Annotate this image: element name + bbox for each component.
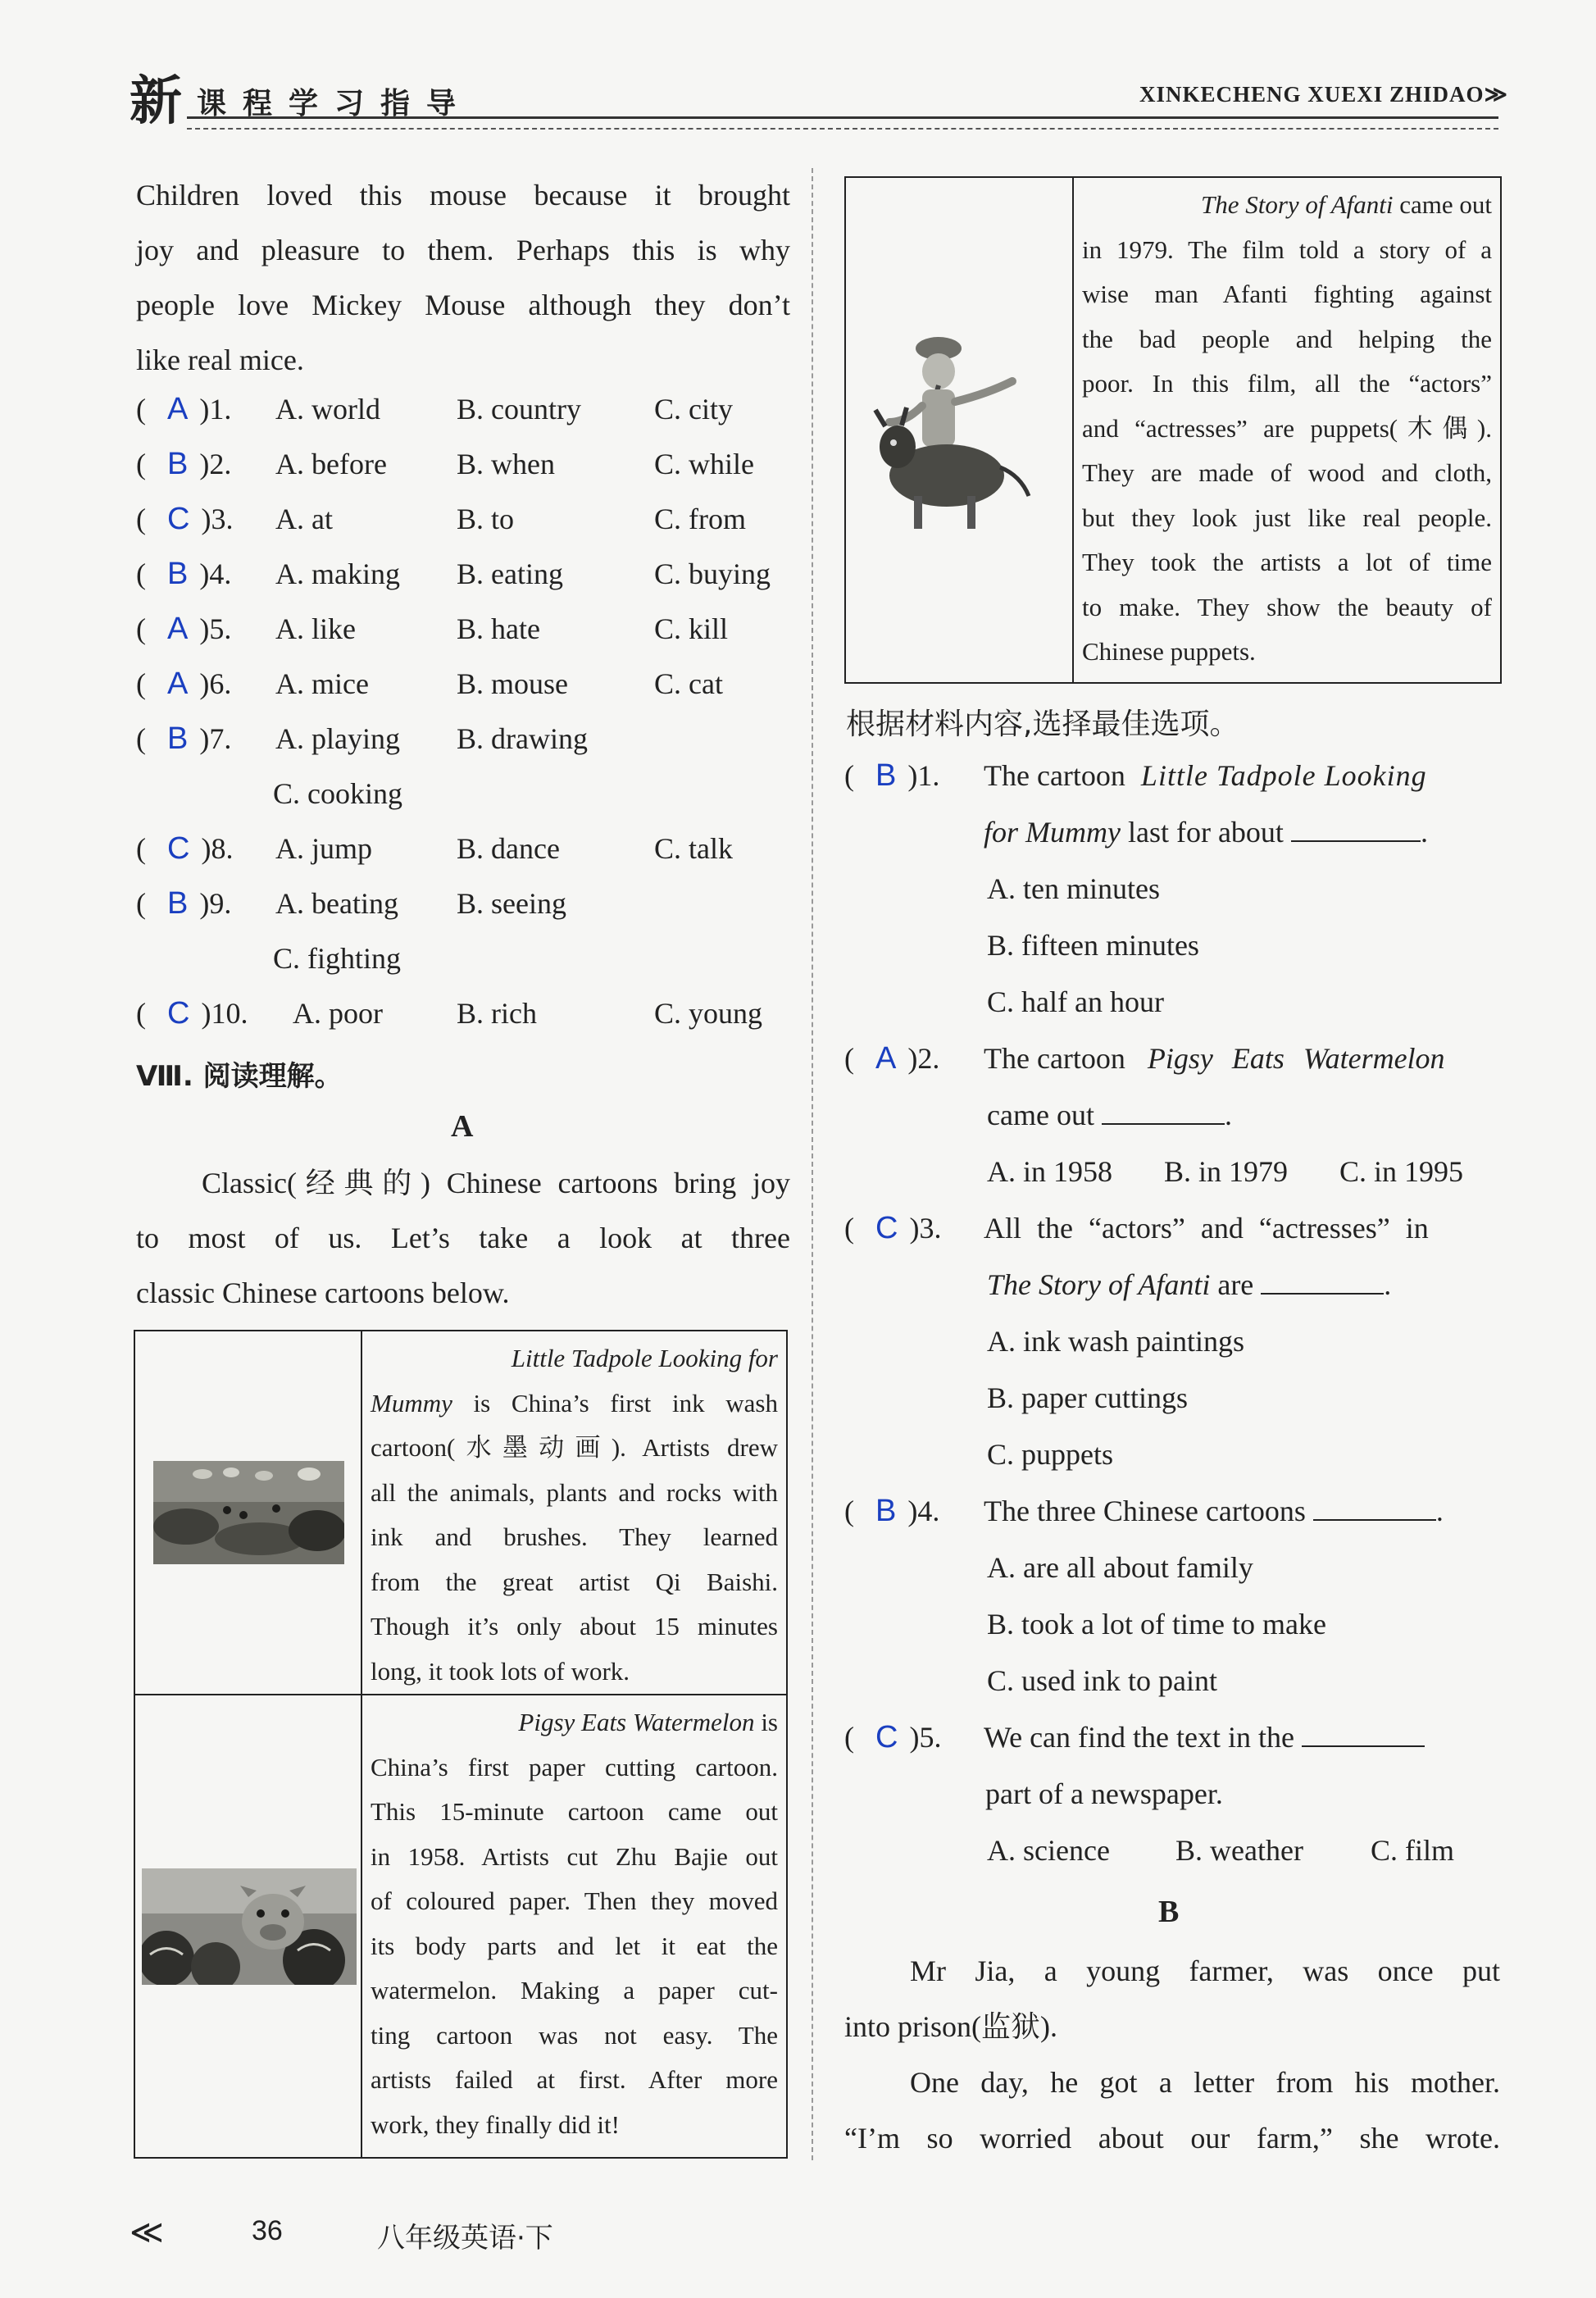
text-line: classic Chinese cartoons below. (136, 1276, 510, 1309)
paren: ( (136, 832, 146, 865)
q4-option-c: C. used ink to paint (987, 1664, 1217, 1697)
passage-b (844, 1943, 1500, 2166)
answer-mark: A (167, 667, 189, 701)
answer-mark: B (167, 557, 189, 591)
option-b: B. when (457, 448, 555, 480)
question-number: )3. (201, 503, 234, 535)
cloze-item-3 (136, 502, 233, 537)
answer-blank (1302, 1721, 1425, 1747)
q5-option-b: B. weather (1175, 1834, 1303, 1867)
period: . (1224, 1099, 1232, 1131)
q5-option-a: A. science (987, 1834, 1110, 1867)
option-b: B. drawing (457, 722, 588, 755)
text-line: watermelon. Making a paper cut- (371, 1976, 778, 2004)
cloze-item-8 (136, 831, 233, 867)
text-line: This 15-minute cartoon came out (371, 1797, 778, 1826)
cloze-item-2 (136, 447, 231, 482)
text-line: wise man Afanti fighting against (1082, 280, 1492, 308)
paren: ( (136, 448, 146, 480)
answer-blank (1261, 1268, 1384, 1295)
cloze-item-9 (136, 886, 231, 921)
text-line: poor. In this film, all the “actors” (1082, 369, 1492, 398)
text-line: artists failed at first. After more (371, 2065, 778, 2094)
cartoon-title: The Story of Afanti (987, 1268, 1211, 1301)
option-c: C. young (654, 997, 763, 1030)
text-line: the bad people and helping the (1082, 324, 1492, 353)
cartoon1-title-line1: Little Tadpole Looking for (511, 1344, 778, 1372)
question-number: )6. (199, 667, 232, 700)
question-number: )4. (199, 557, 232, 590)
question-number: )1. (199, 393, 232, 425)
option-c: C. cooking (273, 777, 402, 810)
text-line: ting cartoon was not easy. The (371, 2020, 778, 2050)
stem-text: came out (987, 1099, 1094, 1131)
question-number: )7. (199, 722, 232, 755)
answer-mark: C (167, 831, 190, 866)
option-b: B. rich (457, 997, 537, 1030)
question-number: )1. (907, 759, 940, 792)
option-c: C. kill (654, 612, 729, 645)
reading-q1 (844, 758, 939, 794)
question-number: )10. (201, 997, 248, 1030)
text-line: its body parts and let it eat the (371, 1931, 778, 1960)
cartoon2-title: Pigsy Eats Watermelon (518, 1708, 755, 1736)
text-line: joy and pleasure to them. Perhaps this is why (136, 234, 790, 266)
text-line: people love Mickey Mouse although they don’t (136, 289, 790, 321)
q5-option-c: C. film (1371, 1834, 1455, 1867)
stem-text: The cartoon (984, 1042, 1133, 1075)
text-line: in 1958. Artists cut Zhu Bajie out (371, 1841, 778, 1871)
logo-character: 新 (130, 71, 182, 132)
reading-q3 (844, 1211, 941, 1246)
answer-mark: A (167, 612, 189, 646)
answer-mark: C (875, 1211, 898, 1245)
answer-mark: B (875, 758, 897, 793)
text-line: They took the artists a lot of time (1082, 548, 1492, 576)
option-b: B. hate (457, 612, 540, 645)
text-line: but they look just like real people. (1082, 503, 1492, 532)
question-number: )8. (201, 832, 234, 865)
q2-stem-line2 (987, 1098, 1232, 1132)
answer-blank (1291, 816, 1421, 842)
stem-text: last for about (1120, 816, 1284, 849)
cloze-item-1 (136, 392, 231, 427)
text-line: Classic(经典的) Chinese cartoons bring joy (202, 1167, 790, 1199)
option-a: A. poor (293, 997, 383, 1030)
option-b: B. seeing (457, 887, 566, 920)
q2-option-c: C. in 1995 (1339, 1155, 1464, 1188)
cartoon3-image-cell (845, 177, 1073, 683)
text-line: like real mice. (136, 344, 304, 376)
option-c: C. while (654, 448, 754, 480)
cartoon-title: Pigsy Eats Watermelon (1147, 1042, 1445, 1075)
text-line: They are made of wood and cloth, (1082, 458, 1492, 487)
reading-q2 (844, 1041, 939, 1076)
answer-mark: A (875, 1041, 897, 1076)
answer-mark: C (875, 1720, 898, 1754)
q3-option-b: B. paper cuttings (987, 1381, 1188, 1414)
text-line: “I’m so worried about our farm,” she wrote. (844, 2122, 1500, 2155)
cloze-item-4 (136, 557, 231, 592)
intro-a-paragraph (136, 1156, 790, 1321)
q4-stem (984, 1494, 1444, 1528)
double-chevron-icon: ≫ (1484, 82, 1508, 107)
section-heading: Ⅷ. 阅读理解。 (136, 1060, 343, 1093)
paren: ( (136, 667, 146, 700)
q4-option-b: B. took a lot of time to make (987, 1608, 1326, 1640)
option-c: C. cat (654, 667, 723, 700)
option-a: A. mice (275, 667, 369, 700)
passage-letter-a: A (451, 1109, 474, 1144)
text-line: ink and brushes. They learned (371, 1522, 778, 1551)
text-line: to most of us. Let’s take a look at three (136, 1222, 790, 1254)
option-b: B. dance (457, 832, 560, 865)
intro-paragraph (136, 168, 790, 388)
paren: ( (844, 1495, 854, 1527)
text-line: cartoon(水墨动画). Artists drew (371, 1433, 778, 1462)
option-c: C. talk (654, 832, 733, 865)
option-c: C. from (654, 503, 746, 535)
text-line: of coloured paper. Then they moved (371, 1886, 778, 1915)
cartoon1-text-cell (361, 1331, 787, 1695)
text-line: Mr Jia, a young farmer, was once put (910, 1954, 1500, 1987)
cloze-item-10 (136, 996, 248, 1031)
afanti-puppet-image (869, 324, 1049, 537)
passage-letter-b: B (1158, 1895, 1180, 1929)
book-title: 八年级英语·下 (377, 2222, 553, 2255)
q1-stem (984, 758, 1427, 793)
header-rule (187, 116, 1498, 119)
q1-option-a: A. ten minutes (987, 872, 1160, 905)
cartoon2-text-cell (361, 1695, 787, 2158)
cloze-item-7 (136, 721, 231, 757)
stem-text: The cartoon (984, 759, 1133, 792)
period: . (1435, 1495, 1444, 1527)
cartoon2-description (362, 1695, 786, 2147)
q3-stem: All the “actors” and “actresses” in (984, 1212, 1429, 1245)
text-line: Chinese puppets. (1082, 637, 1256, 666)
paren: ( (844, 1212, 854, 1245)
cartoon3-description (1074, 178, 1500, 675)
paren: ( (136, 393, 146, 425)
answer-mark: C (167, 502, 190, 536)
cartoon1-title-line2: Mummy (371, 1388, 452, 1417)
paren: ( (844, 1042, 854, 1075)
option-c: C. buying (654, 557, 771, 590)
paren: ( (844, 759, 854, 792)
option-a: A. beating (275, 887, 398, 920)
cartoon-title: Little Tadpole Looking (1140, 759, 1427, 792)
q2-option-b: B. in 1979 (1164, 1155, 1289, 1188)
text-line: is China’s first ink wash (452, 1388, 778, 1417)
answer-blank (1313, 1495, 1436, 1521)
text-line: in 1979. The film told a story of a (1082, 234, 1492, 264)
cartoon3-title: The Story of Afanti (1200, 190, 1394, 219)
option-a: A. world (275, 393, 380, 425)
paren: ( (136, 612, 146, 645)
cartoon-table-right (844, 176, 1502, 684)
header-pinyin-text: XINKECHENG XUEXI ZHIDAO (1139, 82, 1485, 107)
q2-stem (984, 1041, 1445, 1076)
q3-option-c: C. puppets (987, 1438, 1114, 1471)
period: . (1420, 816, 1428, 849)
question-number: )2. (907, 1042, 940, 1075)
option-a: A. making (275, 557, 400, 590)
question-number: )2. (199, 448, 232, 480)
ink-wash-tadpole-image (153, 1461, 344, 1564)
cartoon3-text-cell (1073, 177, 1501, 683)
question-number: )5. (909, 1721, 942, 1754)
header-pinyin (1139, 82, 1508, 107)
stem-text: We can find the text in the (984, 1721, 1294, 1754)
answer-mark: B (167, 721, 189, 756)
option-a: A. at (275, 503, 333, 535)
text-line: to make. They show the beauty of (1082, 592, 1492, 621)
q2-option-a: A. in 1958 (987, 1155, 1112, 1188)
option-a: A. jump (275, 832, 373, 865)
answer-mark: B (167, 886, 189, 921)
q3-option-a: A. ink wash paintings (987, 1325, 1244, 1358)
paren: ( (136, 887, 146, 920)
option-b: B. mouse (457, 667, 569, 700)
text-line: and “actresses” are puppets(木偶). (1082, 413, 1492, 443)
option-b: B. country (457, 393, 581, 425)
question-number: )3. (909, 1212, 942, 1245)
double-chevron-left-icon: ≪ (130, 2214, 164, 2251)
header-title: 课程学习指导 (197, 87, 473, 121)
reading-q4 (844, 1494, 939, 1529)
reading-q5 (844, 1720, 941, 1755)
option-b: B. to (457, 503, 515, 535)
cartoon1-description (362, 1331, 786, 1694)
cartoon-title: for Mummy (984, 816, 1121, 849)
option-c: C. fighting (273, 942, 402, 975)
q1-option-b: B. fifteen minutes (987, 929, 1199, 962)
cartoon-table-left (134, 1330, 788, 2159)
cloze-item-6 (136, 667, 231, 702)
paren: ( (136, 997, 146, 1030)
paren: ( (136, 503, 146, 535)
q3-stem-line2 (987, 1267, 1391, 1302)
question-number: )4. (907, 1495, 940, 1527)
page-number: 36 (252, 2215, 283, 2246)
header-dashed-rule (187, 128, 1498, 130)
option-b: B. eating (457, 557, 563, 590)
stem-text: The three Chinese cartoons (984, 1495, 1306, 1527)
answer-mark: B (167, 447, 189, 481)
stem-text: are (1210, 1268, 1254, 1301)
paren: ( (844, 1721, 854, 1754)
q5-stem (984, 1720, 1425, 1754)
option-a: A. like (275, 612, 356, 645)
text-line: from the great artist Qi Baishi. (371, 1567, 778, 1596)
q1-stem-line2 (984, 815, 1428, 849)
option-c: C. city (654, 393, 733, 425)
cloze-item-5 (136, 612, 231, 647)
text-line: long, it took lots of work. (371, 1656, 630, 1686)
answer-mark: C (167, 996, 190, 1031)
text-line: work, they finally did it! (371, 2109, 620, 2139)
cartoon2-image-cell (134, 1695, 361, 2158)
question-number: )9. (199, 887, 232, 920)
answer-mark: A (167, 392, 189, 426)
question-number: )5. (199, 612, 232, 645)
text-line: China’s first paper cutting cartoon. (371, 1752, 778, 1782)
option-a: A. before (275, 448, 387, 480)
text-line: Children loved this mouse because it brought (136, 179, 790, 212)
text-line: into prison(监狱). (844, 2010, 1057, 2043)
text-line: is (754, 1708, 778, 1736)
q4-option-a: A. are all about family (987, 1551, 1253, 1584)
text-line: came out (1393, 190, 1492, 219)
period: . (1384, 1268, 1392, 1301)
column-divider (812, 168, 813, 2160)
q5-stem-line2: part of a newspaper. (985, 1777, 1223, 1810)
q1-option-c: C. half an hour (987, 985, 1164, 1018)
answer-mark: B (875, 1494, 897, 1528)
text-line: all the animals, plants and rocks with (371, 1477, 778, 1507)
paren: ( (136, 557, 146, 590)
option-a: A. playing (275, 722, 400, 755)
pigsy-paper-cutting-image (142, 1868, 357, 1985)
text-line: Though it’s only about 15 minutes (371, 1612, 778, 1640)
cartoon1-image-cell (134, 1331, 361, 1695)
paren: ( (136, 722, 146, 755)
instruction: 根据材料内容,选择最佳选项。 (846, 708, 1239, 741)
answer-blank (1102, 1099, 1225, 1125)
text-line: One day, he got a letter from his mother. (910, 2066, 1500, 2099)
